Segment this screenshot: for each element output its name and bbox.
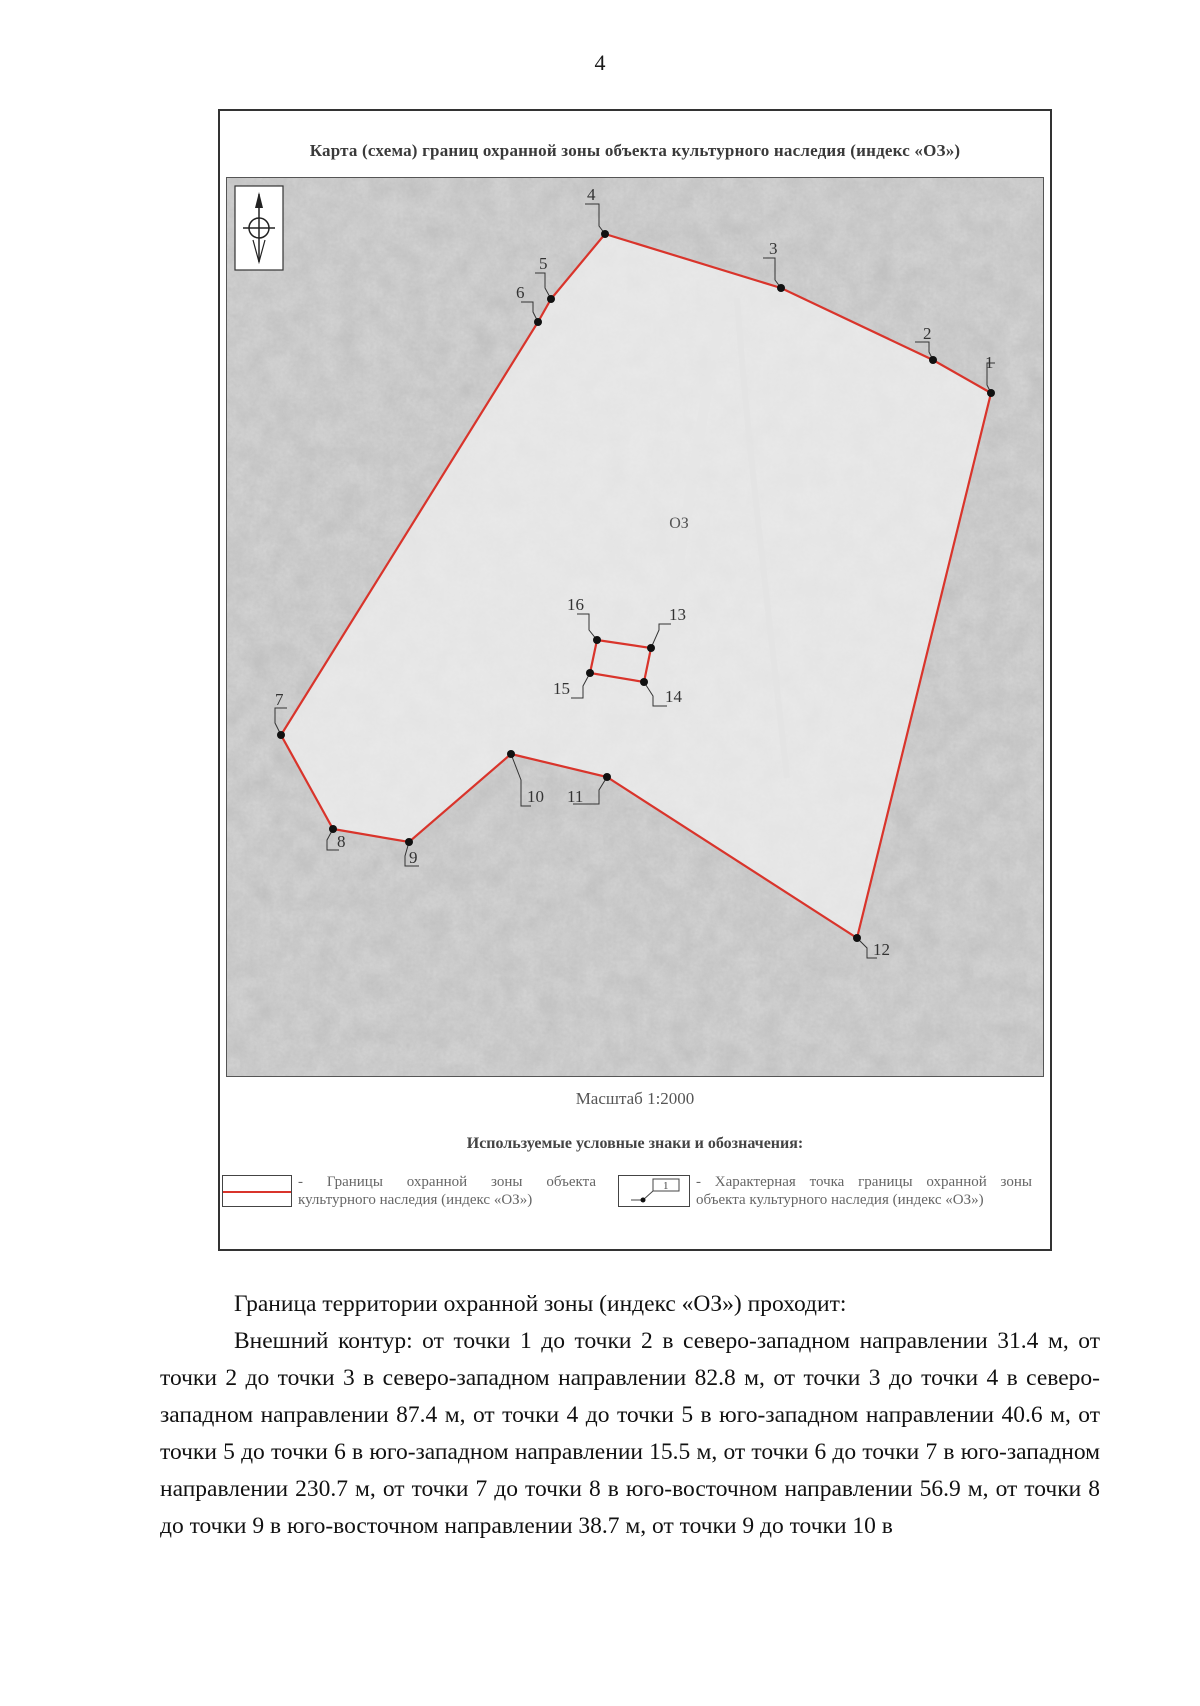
page-number: 4 [594,50,606,75]
point-label-11: 11 [567,787,584,806]
boundary-point [277,731,285,739]
boundary-point [601,230,609,238]
boundary-point [987,389,995,397]
point-label-8: 8 [337,832,346,851]
map-scale: Масштаб 1:2000 [575,1089,695,1108]
north-arrow-icon [235,186,283,270]
boundary-point [647,644,655,652]
point-label-1: 1 [985,353,994,372]
body-text [160,1286,1100,1545]
legend-point-sample-label: 1 [663,1180,669,1192]
point-label-10: 10 [527,787,544,806]
map-frame [218,109,1052,1251]
legend-point-symbol [618,1175,690,1207]
boundary-point [853,934,861,942]
boundary-point [586,669,594,677]
legend-boundary-text: - Границы охранной зоны объекта культурного наследия (индекс «ОЗ») [298,1174,596,1208]
point-label-13: 13 [669,605,686,624]
point-label-9: 9 [409,848,418,867]
legend-heading: Используемые условные знаки и обозначения: [466,1135,804,1152]
legend-boundary-item [222,1173,602,1235]
point-label-2: 2 [923,324,932,343]
boundary-point [405,838,413,846]
boundary-line-sample [223,1191,291,1193]
boundary-point [534,318,542,326]
point-label-16: 16 [567,595,584,614]
boundary-point [929,356,937,364]
map-title: Карта (схема) границ охранной зоны объекта культурного наследия (индекс «ОЗ») [309,141,961,160]
legend-point-item [618,1173,1048,1235]
boundary-point [507,750,515,758]
point-label-5: 5 [539,254,548,273]
legend-point-text: - Характерная точка границы охранной зоны объекта культурного наследия (индекс «ОЗ») [696,1174,1032,1208]
point-label-15: 15 [553,679,570,698]
boundary-point [640,678,648,686]
legend-boundary-symbol [222,1175,292,1207]
point-label-12: 12 [873,940,890,959]
boundary-point [547,295,555,303]
point-label-6: 6 [516,283,525,302]
point-label-7: 7 [275,690,284,709]
point-label-4: 4 [587,185,596,204]
zone-label: ОЗ [669,515,689,532]
boundary-point [593,636,601,644]
boundary-point [603,773,611,781]
point-label-3: 3 [769,239,778,258]
boundary-point [777,284,785,292]
outer-contour-paragraph: Внешний контур: от точки 1 до точки 2 в северо-западном направлении 31.4 м, от точки 2 до точки 3 в северо-западном направлении 82.8 м, от точки 3 до точки 4 в северо-западном направлении 87.4 м, от точки 4 до точки 5 в юго-западном направлении 40.6 м, от точки 5 до точки 6 в юго-западном направлении 15.5 м, от точки 6 до точки 7 в юго-западном направлении 230.7 м, от точки 7 до точки 8 в юго-восточном направлении 56.9 м, от точки 8 до точки 9 в юго-восточном направлении 38.7 м, от точки 9 до точки 10 в [160,1328,1100,1539]
boundary-point [329,825,337,833]
point-label-14: 14 [665,687,682,706]
intro-paragraph: Граница территории охранной зоны (индекс «ОЗ») проходит: [234,1291,847,1317]
aerial-map [226,177,1044,1077]
